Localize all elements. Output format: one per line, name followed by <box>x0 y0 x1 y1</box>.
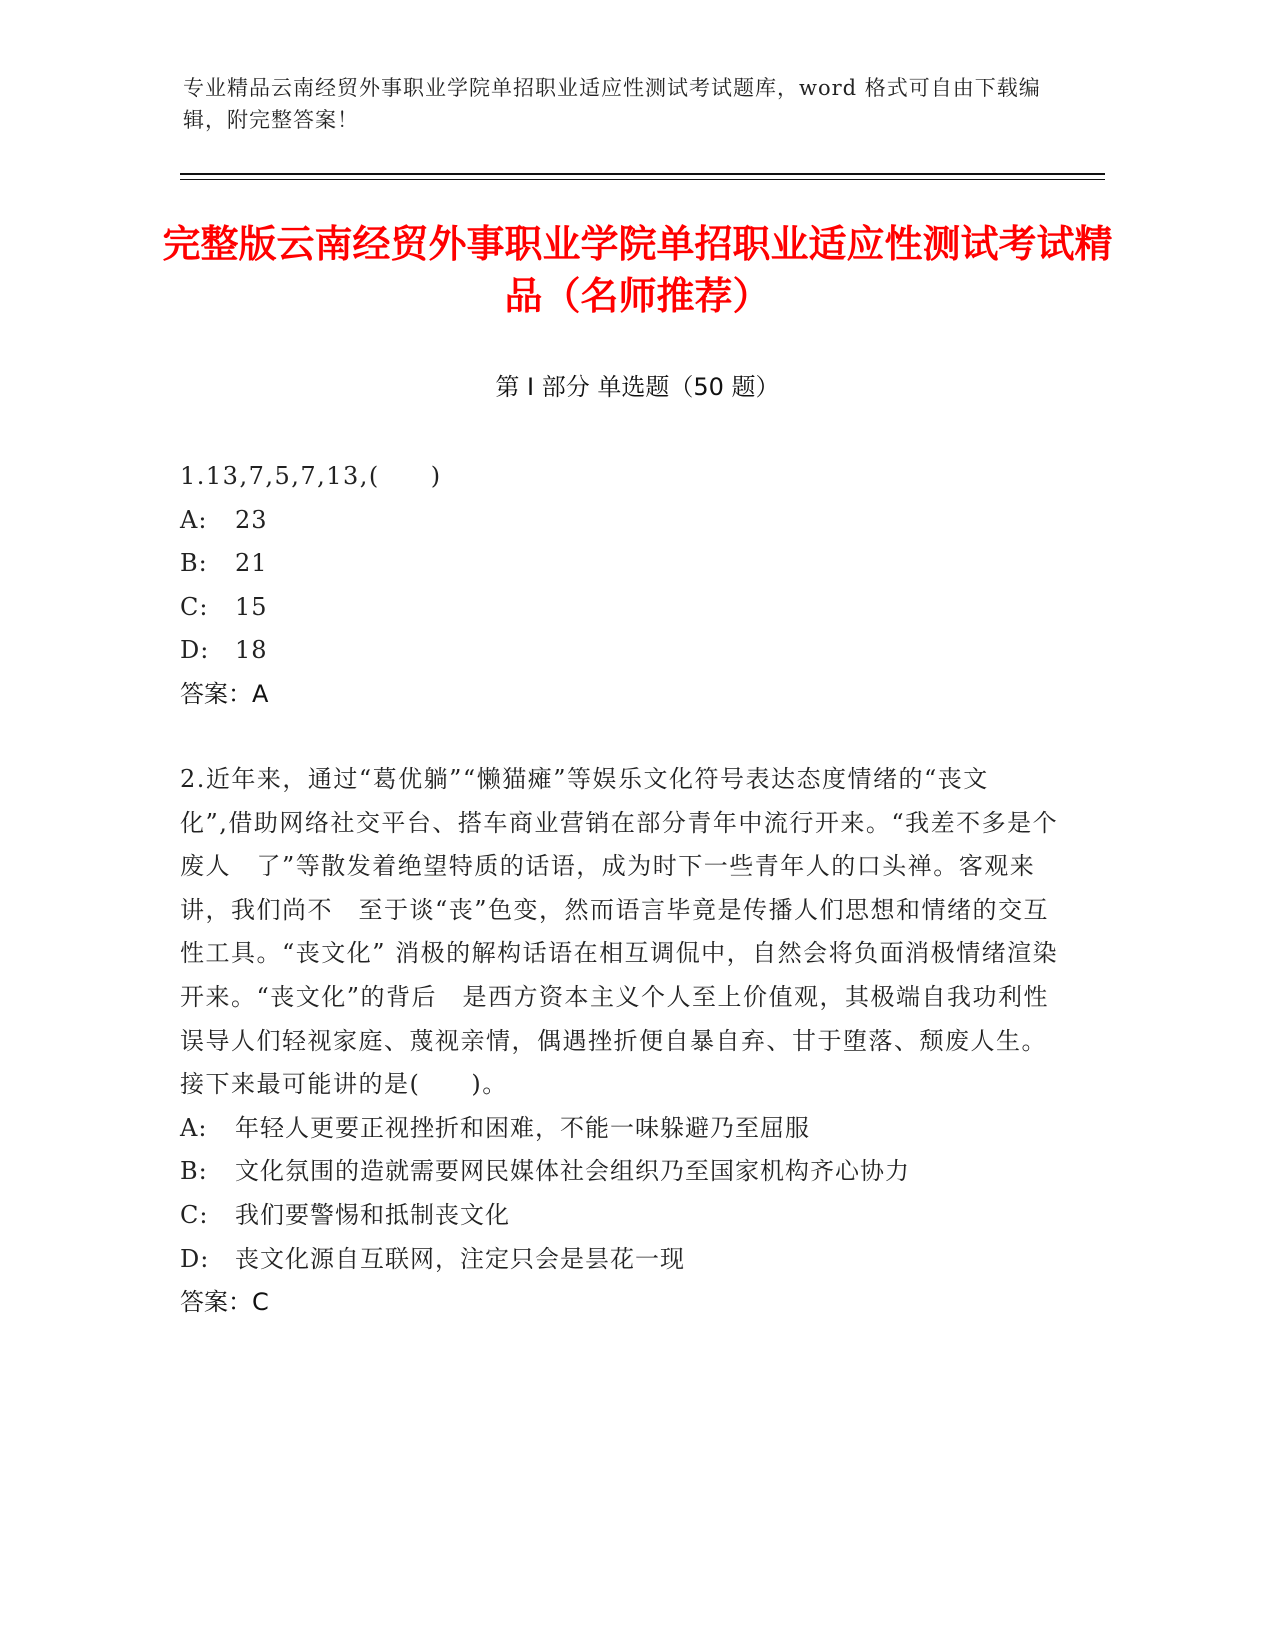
option-key: A: <box>180 505 208 534</box>
option-a <box>180 499 1060 543</box>
option-d <box>180 629 1060 673</box>
option-text: 23 <box>235 505 268 534</box>
answer-line: 答案：C <box>180 1288 269 1317</box>
header-divider-thick <box>180 173 1105 175</box>
option-text: 年轻人更要正视挫折和困难，不能一味躲避乃至屈服 <box>235 1113 810 1142</box>
option-key: A: <box>180 1113 208 1142</box>
document-title: 完整版云南经贸外事职业学院单招职业适应性测试考试精品（名师推荐） <box>162 222 1113 318</box>
question-2 <box>180 758 1060 1325</box>
option-c <box>180 586 1060 630</box>
option-key: C: <box>180 1200 209 1229</box>
question-1 <box>180 455 1060 717</box>
option-c <box>180 1194 1060 1238</box>
option-text: 丧文化源自互联网，注定只会是昙花一现 <box>235 1244 685 1273</box>
option-key: C: <box>180 592 209 621</box>
option-text: 我们要警惕和抵制丧文化 <box>235 1200 510 1229</box>
question-stem: 1.13,7,5,7,13,( ) <box>180 462 442 490</box>
answer-line: 答案：A <box>180 679 269 708</box>
option-text: 18 <box>235 636 268 665</box>
option-text: 15 <box>235 592 268 621</box>
option-text: 21 <box>235 549 268 578</box>
option-text: 文化氛围的造就需要网民媒体社会组织乃至国家机构齐心协力 <box>235 1157 910 1186</box>
option-b <box>180 1150 1060 1194</box>
option-b <box>180 542 1060 586</box>
option-key: D: <box>180 1244 210 1273</box>
option-a <box>180 1107 1060 1151</box>
question-stem: 2.近年来，通过“葛优躺”“懒猫瘫”等娱乐文化符号表达态度情绪的“丧文 化”,借助网络社交平台、搭车商业营销在部分青年中流行开来。“我差不多是个废人 了”等散发着绝望特质的话语，成为时下一些青年人的口头禅。客观来讲，我们尚不 至于谈“丧”色变，然而语言毕竟是传播人们思想和情绪的交互性工具。“丧文化” 消极的解构话语在相互调侃中，自然会将负面消极情绪渲染开来。“丧文化”的背后 是西方资本主义个人至上价值观，其极端自我功利性误导人们轻视家庭、蔑视亲情，偶遇挫折便自暴自弃、甘于堕落、颓废人生。接下来最可能讲的是( )。 <box>180 765 1059 1099</box>
section-heading: 第 I 部分 单选题（50 题） <box>495 373 780 401</box>
option-d <box>180 1238 1060 1282</box>
option-key: D: <box>180 636 210 665</box>
option-key: B: <box>180 1157 208 1186</box>
header-divider-thin <box>180 179 1105 180</box>
option-key: B: <box>180 549 208 578</box>
header-note: 专业精品云南经贸外事职业学院单招职业适应性测试考试题库，word 格式可自由下载编辑，附完整答案！ <box>183 76 1041 132</box>
